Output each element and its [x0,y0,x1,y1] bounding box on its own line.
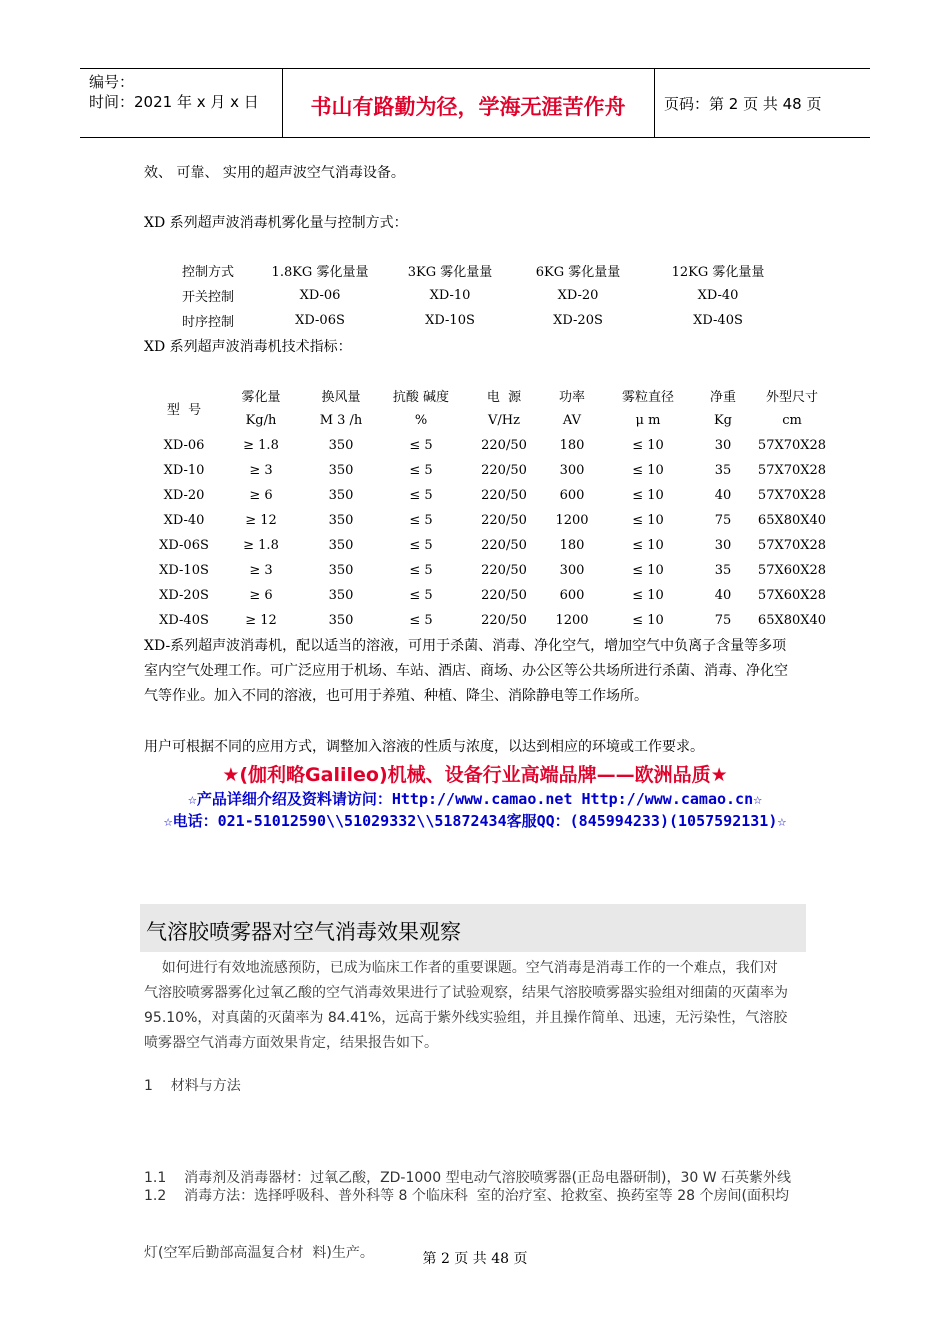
column-unit: M 3 /h [319,413,363,428]
control-mode-table [166,258,790,333]
table-cell: XD-20 [557,288,599,303]
table-cell: 开关控制 [181,290,234,305]
table-cell: ≥ 3 [249,463,273,478]
table-cell: 350 [328,463,354,478]
table-cell: 220/50 [481,613,527,628]
table-cell: 350 [328,438,354,453]
table-cell: ≤ 10 [632,613,664,628]
table-cell: ≥ 1.8 [243,538,279,553]
table-cell: 65X80X40 [757,613,827,628]
section-paragraph [144,956,808,1056]
table-cell: 300 [559,463,585,478]
table-row [166,258,790,283]
item-1-2: 1.2 消毒方法：选择呼吸科、普外科等 8 个临床科 室的治疗室、抢救室、换药室等 28 个房间(面积均 [144,1188,789,1204]
table-cell: 65X80X40 [757,513,827,528]
table-cell: 30 [714,438,732,453]
table-cell: ≤ 5 [409,463,433,478]
table-cell: 350 [328,563,354,578]
table-row [152,533,832,558]
table-cell: 1.8KG 雾化量量 [271,265,369,280]
table-cell: 220/50 [481,438,527,453]
paragraph-line: 气溶胶喷雾器雾化过氧乙酸的空气消毒效果进行了试验观察，结果气溶胶喷雾器实验组对细菌的灭菌率为 [144,985,788,1001]
table-cell: 40 [714,588,732,603]
table-cell: 40 [714,488,732,503]
table-cell: 57X60X28 [757,563,827,578]
section-title-bar [140,904,806,952]
table-cell: 12KG 雾化量量 [671,265,765,280]
column-unit: Kg [713,413,733,428]
table-cell: ≤ 5 [409,438,433,453]
column-header: 功率 [558,390,585,405]
table-cell: 57X70X28 [757,488,827,503]
column-unit: V/Hz [488,413,520,428]
table-cell: 时序控制 [181,315,234,330]
column-unit: AV [562,413,582,428]
table-cell: ≤ 5 [409,563,433,578]
column-unit: Kg/h [245,413,277,428]
table-cell: 57X70X28 [757,538,827,553]
ad-website-line[interactable]: ☆产品详细介绍及资料请访问：Http://www.camao.net Http://www.camao.cn☆ [187,790,763,808]
table-cell: 180 [559,538,585,553]
table-cell: 3KG 雾化量量 [407,265,493,280]
table-cell: 35 [714,563,732,578]
table-cell: 600 [559,488,585,503]
table-cell: 220/50 [481,588,527,603]
table-cell: XD-40S [693,313,743,328]
table-cell: XD-10S [425,313,475,328]
column-header: 电 源 [486,390,522,405]
table-cell: 220/50 [481,563,527,578]
table-cell: XD-40S [159,613,209,628]
table-cell: ≥ 3 [249,563,273,578]
table-cell: 600 [559,588,585,603]
table-cell: ≤ 10 [632,588,664,603]
column-header: 雾化量 [241,390,281,405]
header-meta [89,72,259,112]
column-unit: % [414,413,428,428]
ad-contact-line: ☆电话：021-51012590\\51029332\\51872434客服QQ：(845994233)(1057592131)☆ [163,812,787,830]
paragraph-line: 如何进行有效地流感预防，已成为临床工作者的重要课题。空气消毒是消毒工作的一个难点，我们对 [144,960,778,976]
table-cell: XD-06S [159,538,209,553]
table-cell: XD-20S [553,313,603,328]
table-cell: XD-40 [163,513,205,528]
number-label: 编号： [89,73,135,91]
paragraph-line: 喷雾器空气消毒方面效果肯定，结果报告如下。 [144,1035,438,1051]
table-cell: 57X70X28 [757,463,827,478]
table-cell: ≥ 12 [245,513,277,528]
column-header: 外型尺寸 [765,390,818,405]
column-unit: μ m [635,413,661,428]
item-line: 灯(空军后勤部高温复合材 料)生产。 [144,1245,374,1261]
table-row [166,283,790,308]
table-cell: XD-06 [299,288,341,303]
table-cell: ≤ 10 [632,438,664,453]
table-cell: XD-10 [429,288,471,303]
tech-spec-table [152,383,832,633]
table-cell: 75 [714,613,732,628]
table-row [152,608,832,633]
table-row [166,308,790,333]
table-cell: 300 [559,563,585,578]
heading-materials: 1 材料与方法 [144,1078,241,1094]
table-cell: 6KG 雾化量量 [535,265,621,280]
paragraph-line: 95.10%，对真菌的灭菌率为 84.41%，远高于紫外线实验组，并且操作简单、迅速，无污染性，气溶胶 [144,1010,788,1026]
table-row [152,458,832,483]
table-row [152,483,832,508]
table-cell: 35 [714,463,732,478]
table-cell: 75 [714,513,732,528]
table-cell: 1200 [555,613,589,628]
table-cell: ≤ 10 [632,463,664,478]
table-cell: 350 [328,488,354,503]
table-cell: ≤ 10 [632,563,664,578]
table-header-row [152,383,832,408]
table-cell: XD-20S [159,588,209,603]
model-header: 型 号 [166,402,202,418]
table-cell: XD-10 [163,463,205,478]
table1-title: XD 系列超声波消毒机雾化量与控制方式： [144,215,408,231]
column-header: 抗酸 碱度 [392,390,450,405]
description-line: XD-系列超声波消毒机，配以适当的溶液，可用于杀菌、消毒、净化空气，增加空气中负离子含量等多项 [144,638,787,654]
table-cell: 控制方式 [181,265,234,280]
table-cell: XD-06 [163,438,205,453]
table-cell: 180 [559,438,585,453]
table-cell: ≤ 10 [632,538,664,553]
table-row [152,583,832,608]
table-cell: ≤ 5 [409,488,433,503]
table-cell: ≥ 6 [249,488,273,503]
page-footer: 第 2 页 共 48 页 [422,1251,528,1267]
intro-line: 效、 可靠、 实用的超声波空气消毒设备。 [144,165,405,181]
table-cell: ≤ 5 [409,613,433,628]
table-row [152,508,832,533]
table-cell: 220/50 [481,488,527,503]
table-cell: 350 [328,588,354,603]
table-cell: ≤ 10 [632,488,664,503]
table-cell: XD-20 [163,488,205,503]
page-header [80,68,870,138]
ad-brand-line: ★(伽利略Galileo)机械、设备行业高端品牌——欧洲品质★ [222,764,728,786]
table-cell: 30 [714,538,732,553]
section-title: 气溶胶喷雾器对空气消毒效果观察 [146,920,461,944]
table-unit-row [152,408,832,433]
table-row [152,433,832,458]
table-cell: ≥ 6 [249,588,273,603]
table-cell: ≤ 5 [409,513,433,528]
table-cell: 220/50 [481,513,527,528]
item-line: 1.1 消毒剂及消毒器材：过氧乙酸，ZD-1000 型电动气溶胶喷雾器(正岛电器研制)，30 W 石英紫外线 [144,1170,792,1186]
column-header: 换风量 [321,390,361,405]
column-header: 净重 [709,390,736,405]
table-cell: XD-10S [159,563,209,578]
table-cell: ≤ 5 [409,588,433,603]
table-cell: XD-06S [295,313,345,328]
table-cell: 220/50 [481,463,527,478]
date-label: 时间：2021 年 x 月 x 日 [89,93,259,111]
table-cell: 350 [328,538,354,553]
table-cell: ≥ 1.8 [243,438,279,453]
table2-title: XD 系列超声波消毒机技术指标： [144,339,352,355]
table-cell: ≤ 10 [632,513,664,528]
table-cell: 1200 [555,513,589,528]
table-cell: 350 [328,613,354,628]
column-header: 雾粒直径 [621,390,674,405]
table-cell: 220/50 [481,538,527,553]
user-note: 用户可根据不同的应用方式，调整加入溶液的性质与浓度，以达到相应的环境或工作要求。 [144,739,704,755]
table-cell: ≤ 5 [409,538,433,553]
table-row [152,558,832,583]
table-cell: ≥ 12 [245,613,277,628]
column-unit: cm [782,413,802,428]
table-cell: 57X60X28 [757,588,827,603]
header-page-info: 页码：第 2 页 共 48 页 [664,95,822,113]
description-line: 室内空气处理工作。可广泛应用于机场、车站、酒店、商场、办公区等公共场所进行杀菌、消毒、净化空 [144,663,788,679]
table-cell: XD-40 [697,288,739,303]
table-cell: 57X70X28 [757,438,827,453]
table-cell: 350 [328,513,354,528]
description-line: 气等作业。加入不同的溶液，也可用于养殖、种植、降尘、消除静电等工作场所。 [144,688,648,704]
divider [654,69,655,137]
header-motto: 书山有路勤为径，学海无涯苦作舟 [310,95,626,119]
description [144,634,788,709]
